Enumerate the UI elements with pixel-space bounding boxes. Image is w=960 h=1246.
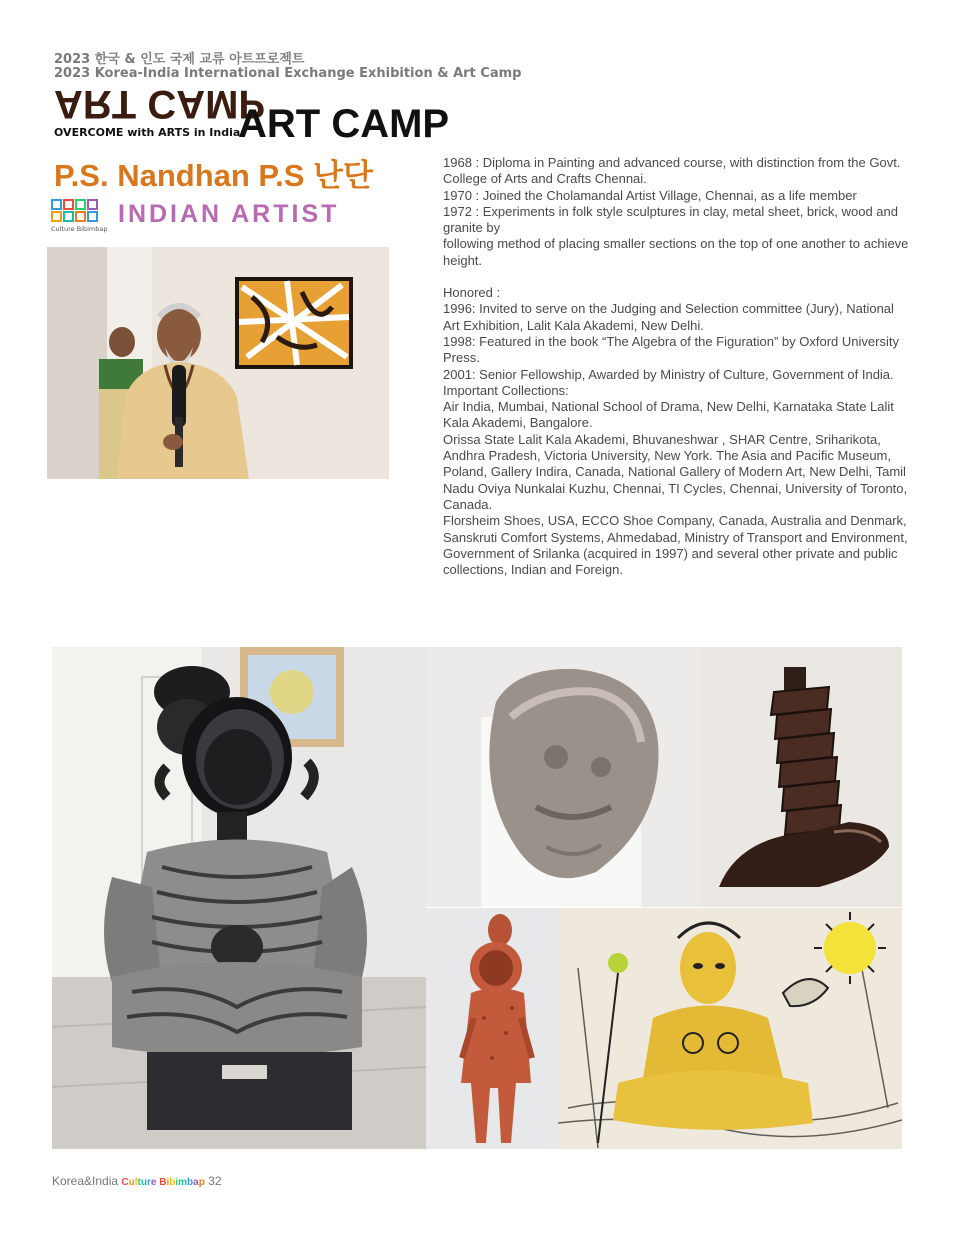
footer-brand-letter: b <box>187 1177 194 1188</box>
bio-spacer <box>443 269 913 285</box>
artist-biography <box>443 155 913 578</box>
footer-brand-letter: B <box>159 1177 167 1188</box>
footer-brand-letter: b <box>169 1177 176 1188</box>
badge-text: Culture Bibimbap <box>51 225 108 233</box>
culture-bibimbap-logo <box>50 198 108 234</box>
bio-line-1972: 1972 : Experiments in folk style sculptures in clay, metal sheet, brick, wood and granite by <box>443 203 898 236</box>
header-english-title: 2023 Korea-India International Exchange Exhibition & Art Camp <box>54 66 522 81</box>
granite-sculpture-photo <box>52 647 426 1149</box>
footer-publication: Korea&India <box>52 1174 119 1188</box>
footer-brand-letter: i <box>175 1177 179 1188</box>
bio-collections-1: Air India, Mumbai, National School of Drama, New Delhi, Karnataka State Lalit Kala Akademi, Bangalore. <box>443 399 894 431</box>
artist-role: INDIAN ARTIST <box>118 200 340 228</box>
header-korean-title: 2023 한국 & 인도 국제 교류 아트프로젝트 <box>54 52 305 67</box>
art-camp-logo-flipped: ART CAMP <box>54 82 266 126</box>
footer-brand-letter: i <box>166 1177 170 1188</box>
footer-brand-letter: u <box>128 1177 135 1188</box>
clay-relief-photo <box>426 647 699 907</box>
footer-brand-letter: a <box>193 1177 199 1188</box>
bio-line-method: following method of placing smaller sections on the top of one another to achieve height. <box>443 236 909 268</box>
bio-line-1996: 1996: Invited to serve on the Judging and Selection committee (Jury), National Art Exhibition, Lalit Kala Akademi, New Delhi. <box>443 301 894 333</box>
footer-brand-letter: C <box>121 1177 129 1188</box>
bio-line-1968: 1968 : Diploma in Painting and advanced course, with distinction from the Govt. College of Arts and Crafts Chennai. <box>443 155 901 187</box>
footer-brand-letter: e <box>150 1177 157 1188</box>
footer-brand-letter: t <box>137 1177 141 1188</box>
bio-collections-2: Orissa State Lalit Kala Akademi, Bhuvaneshwar , SHAR Centre, Sriharikota, Andhra Pradesh, Victoria University, New York. The Asia and Pacific Museum, Poland, Gallery Indira, Canada, National Gallery of Modern Art, New Delhi, Tamil Nadu Oviya Nunkalai Kuzhu, Chennai, TI Cycles, Chennai, University of Toronto, Canada. <box>443 431 908 512</box>
bio-collections-3: Florsheim Shoes, USA, ECCO Shoe Company, Canada, Australia and Denmark, Sanskruti Comfort Systems, Ahmedabad, Ministry of Transport and Environment, Government of Srilanka (acquired in 1997) and several other private and public collections, Indian and Foreign. <box>443 513 908 578</box>
bio-collections-heading: Important Collections: <box>443 382 569 398</box>
footer-brand-letter: u <box>140 1177 147 1188</box>
page-number: 32 <box>208 1174 222 1188</box>
wooden-sculpture-photo <box>699 647 902 907</box>
bio-line-1970: 1970 : Joined the Cholamandal Artist Village, Chennai, as a life member <box>443 187 857 203</box>
artist-name: P.S. Nandhan P.S 난단 <box>54 158 373 193</box>
footer-brand-letter: l <box>134 1177 138 1188</box>
terracotta-figure-photo <box>426 908 558 1149</box>
artist-portrait-photo <box>47 247 389 479</box>
bio-honored-heading: Honored : <box>443 285 501 301</box>
art-camp-tagline: OVERCOME with ARTS in India <box>54 126 241 139</box>
bio-line-2001: 2001: Senior Fellowship, Awarded by Ministry of Culture, Government of India. <box>443 366 894 382</box>
footer-brand-letter: p <box>198 1177 205 1188</box>
footer-brand-logo <box>121 1174 204 1188</box>
bio-line-1998: 1998: Featured in the book “The Algebra of the Figuration” by Oxford University Press. <box>443 333 899 366</box>
page-footer <box>52 1174 222 1188</box>
art-camp-logo: ART CAMP <box>238 102 450 146</box>
footer-brand-letter: m <box>178 1177 188 1188</box>
yellow-figure-painting-photo <box>558 908 902 1149</box>
footer-brand-letter: r <box>146 1177 151 1188</box>
